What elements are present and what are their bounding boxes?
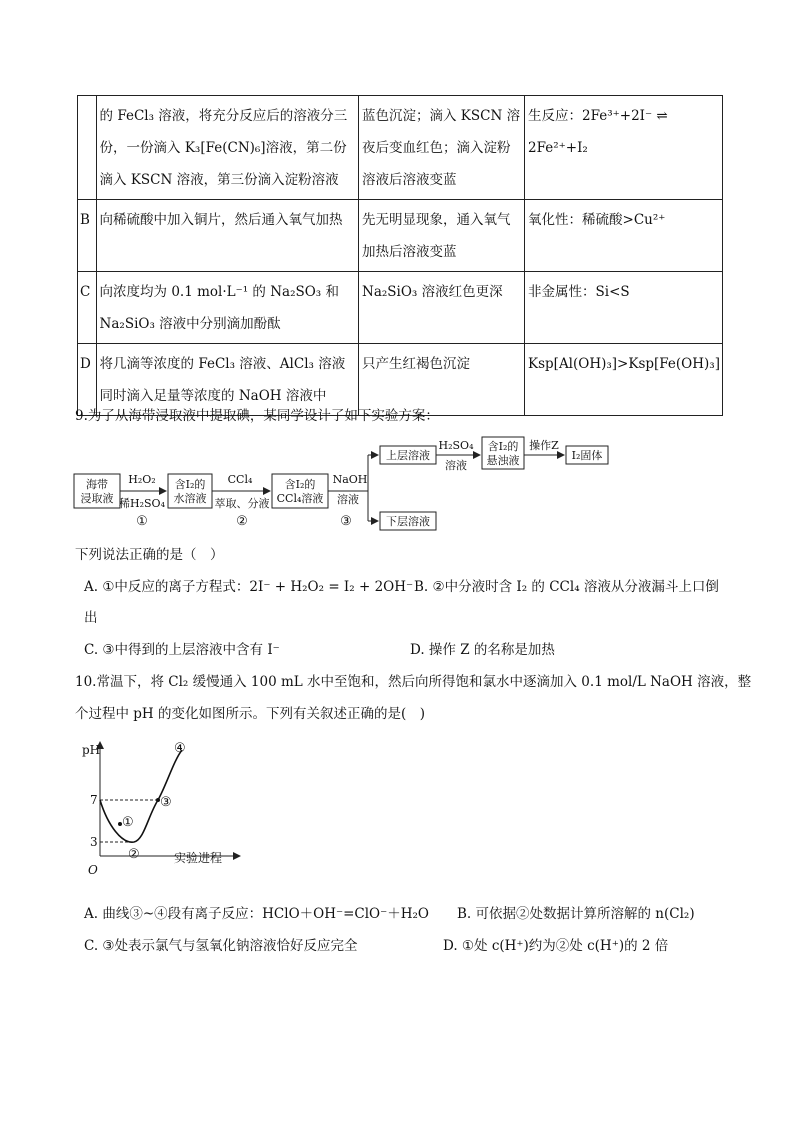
table-row xyxy=(78,272,723,344)
tick-3: 3 xyxy=(90,835,98,849)
arrow2-top-label: CCl₄ xyxy=(227,473,253,486)
point-4-label: ④ xyxy=(174,741,186,756)
iodine-solid-label: I₂固体 xyxy=(571,449,603,462)
procedure-cell: 将几滴等浓度的 FeCl₃ 溶液、AlCl₃ 溶液同时滴入足量等浓度的 NaOH 溶液中 xyxy=(96,344,358,416)
arrow4-top-label: H₂SO₄ xyxy=(438,439,474,452)
arrow3-top-label: NaOH xyxy=(332,473,368,486)
arrow2-bottom-label: 萃取、分液 xyxy=(214,497,270,510)
procedure-cell: 向浓度均为 0.1 mol·L⁻¹ 的 Na₂SO₃ 和 Na₂SiO₃ 溶液中分别滴加酚酞 xyxy=(96,272,358,344)
q10-option-a: A. 曲线③~④段有离子反应：HClO＋OH⁻=ClO⁻＋H₂O xyxy=(84,906,430,922)
conclusion-cell: 氧化性：稀硫酸>Cu²⁺ xyxy=(525,200,723,272)
y-axis-label: pH xyxy=(82,743,101,757)
flow-box4-text: 悬浊液 xyxy=(486,454,520,467)
point-3-label: ③ xyxy=(160,795,172,810)
q10-option-c: C. ③处表示氯气与氢氧化钠溶液恰好反应完全 xyxy=(84,938,358,954)
x-axis-label: 实验进程 xyxy=(174,851,223,865)
arrow1-top-label: H₂O₂ xyxy=(128,473,156,486)
q9-option-b: B. ②中分液时含 I₂ 的 CCl₄ 溶液从分液漏斗上口倒 xyxy=(414,579,719,595)
q9-question: 下列说法正确的是（ ） xyxy=(75,547,224,563)
phenomenon-cell: 蓝色沉淀；滴入 KSCN 溶夜后变血红色；滴入淀粉溶液后溶液变蓝 xyxy=(359,96,525,200)
table-row xyxy=(78,200,723,272)
flow-box2-text: 含I₂的 xyxy=(174,478,206,491)
flow-box4-text: 含I₂的 xyxy=(487,440,519,453)
row-label: D xyxy=(78,344,97,416)
phenomenon-cell: Na₂SiO₃ 溶液红色更深 xyxy=(359,272,525,344)
q9-option-a: A. ①中反应的离子方程式：2I⁻ + H₂O₂ = I₂ + 2OH⁻ xyxy=(84,579,414,595)
flow-box1-text: 浸取液 xyxy=(80,492,114,505)
arrow3-bottom-label: 溶液 xyxy=(337,493,359,506)
phenomenon-cell: 只产生红褐色沉淀 xyxy=(359,344,525,416)
upper-layer-label: 上层溶液 xyxy=(386,449,430,462)
arrow4-bottom-label: 溶液 xyxy=(445,459,467,472)
flow-box1-text: 海带 xyxy=(86,478,108,491)
conclusion-cell: 生反应：2Fe³⁺+2I⁻ ⇌ 2Fe²⁺+I₂ xyxy=(525,96,723,200)
step2-label: ② xyxy=(236,514,248,529)
q9-option-d: D. 操作 Z 的名称是加热 xyxy=(410,642,555,658)
origin-label: O xyxy=(88,863,98,877)
ph-curve-graph xyxy=(78,736,248,878)
flow-box3-text: CCl₄溶液 xyxy=(276,492,324,505)
tick-7: 7 xyxy=(90,793,98,807)
row-label xyxy=(78,96,97,200)
experiment-table xyxy=(77,95,723,416)
phenomenon-cell: 先无明显现象，通入氧气加热后溶液变蓝 xyxy=(359,200,525,272)
arrow1-bottom-label: 稀H₂SO₄ xyxy=(119,497,165,510)
q9-stem: 9.为了从海带浸取液中提取碘，某同学设计了如下实验方案： xyxy=(75,408,439,424)
conclusion-cell: Ksp[Al(OH)₃]>Ksp[Fe(OH)₃] xyxy=(525,344,723,416)
q10-stem: 10.常温下，将 Cl₂ 缓慢通入 100 mL 水中至饱和，然后向所得饱和氯水中逐滴加入 0.1 mol/L NaOH 溶液，整 xyxy=(75,674,752,690)
row-label: B xyxy=(78,200,97,272)
q9-option-c: C. ③中得到的上层溶液中含有 I⁻ xyxy=(84,642,280,658)
iodine-extraction-flowchart xyxy=(70,435,630,535)
arrow5-top-label: 操作Z xyxy=(529,439,559,452)
q10-stem-cont: 个过程中 pH 的变化如图所示。下列有关叙述正确的是( ) xyxy=(75,706,426,722)
q9-option-b-cont: 出 xyxy=(84,610,98,626)
conclusion-cell: 非金属性：Si<S xyxy=(525,272,723,344)
point-2-label: ② xyxy=(128,847,140,862)
q10-option-d: D. ①处 c(H⁺)约为②处 c(H⁺)的 2 倍 xyxy=(443,938,669,954)
lower-layer-label: 下层溶液 xyxy=(386,515,430,528)
q10-option-b: B. 可依据②处数据计算所溶解的 n(Cl₂) xyxy=(457,906,695,922)
point-1-label: ① xyxy=(122,815,134,830)
step1-label: ① xyxy=(136,514,148,529)
procedure-cell: 的 FeCl₃ 溶液，将充分反应后的溶液分三份，一份滴入 K₃[Fe(CN)₆]溶液，第二份滴入 KSCN 溶液，第三份滴入淀粉溶液 xyxy=(96,96,358,200)
procedure-cell: 向稀硫酸中加入铜片，然后通入氧气加热 xyxy=(96,200,358,272)
flow-box2-text: 水溶液 xyxy=(173,492,207,505)
row-label: C xyxy=(78,272,97,344)
step3-label: ③ xyxy=(340,514,352,529)
flow-box3-text: 含I₂的 xyxy=(284,478,316,491)
table-row xyxy=(78,96,723,200)
